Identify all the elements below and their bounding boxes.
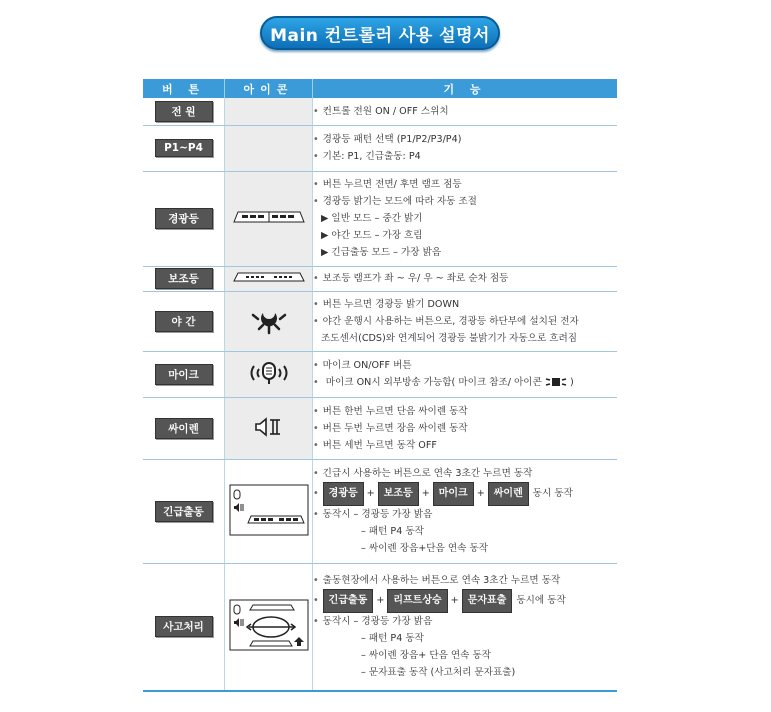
action-sub-line: – 패턴 P4 동작 [361, 526, 424, 537]
table-row [143, 397, 617, 459]
combo-tag: 싸이렌 [488, 482, 529, 506]
action-line: • 동작시 – 경광등 가장 밝음 [313, 506, 617, 523]
pattern-button: P1~P4 [155, 139, 213, 157]
siren-speaker-icon [254, 416, 284, 438]
table-row [143, 291, 617, 351]
combo-tag: 문자표출 [462, 589, 513, 613]
function-line: • 야간 운행시 사용하는 버튼으로, 경광등 하단부에 설치된 전자 [313, 313, 617, 330]
combo-suffix: 동시에 동작 [516, 595, 566, 607]
combo-suffix: 동시 동작 [532, 488, 573, 499]
mic-button: 마이크 [155, 364, 213, 385]
combo-line [313, 589, 617, 613]
function-text: 마이크 ON시 외부방송 가능함( 마이크 참조/ 아이콘 [325, 377, 542, 388]
function-line: • 출동현장에서 사용하는 버튼으로 연속 3초간 누르면 동작 [313, 572, 617, 589]
action-sub-line: – 싸이렌 장음+ 단음 연속 동작 [361, 650, 492, 662]
night-button: 야 간 [155, 311, 213, 332]
plus-sign: + [450, 595, 459, 607]
power-button: 전 원 [155, 101, 213, 122]
header-function: 기 능 [313, 79, 618, 98]
accident-panel-icon [229, 599, 309, 651]
combo-tag: 보조등 [378, 482, 419, 506]
function-line [313, 374, 617, 391]
plus-sign: + [376, 595, 385, 607]
function-line: • 기본: P1, 긴급출동: P4 [313, 148, 617, 165]
night-mode-icon [249, 305, 289, 335]
header-button: 버 튼 [143, 79, 225, 98]
emergency-panel-icon [229, 484, 309, 536]
function-text-end: ) [569, 377, 574, 388]
function-line: • 버튼 세번 누르면 동작 OFF [313, 437, 617, 454]
combo-tag: 리프트상승 [387, 589, 447, 613]
accident-button: 사고처리 [155, 616, 213, 637]
action-sub-line: – 문자표출 동작 (사고처리 문자표출) [361, 667, 516, 679]
function-line: • 컨트롤 전원 ON / OFF 스위치 [313, 103, 617, 120]
combo-line [313, 482, 617, 506]
function-line: • 버튼 누르면 경광등 밝기 DOWN [313, 296, 617, 313]
warning-light-button: 경광등 [155, 208, 213, 229]
mic-flash-icon [545, 376, 567, 388]
table-row [143, 125, 617, 171]
table-row [143, 98, 617, 125]
action-line: • 동작시 – 경광등 가장 밝음 [313, 613, 617, 630]
table-row [143, 459, 617, 563]
aux-light-button: 보조등 [155, 268, 213, 289]
function-line-continued: 조도센서(CDS)와 연계되어 경광등 불밝기가 자동으로 흐려짐 [321, 332, 578, 344]
microphone-icon [244, 360, 294, 386]
function-line: • 마이크 ON/OFF 버튼 [313, 357, 617, 374]
mode-line: ▶ 긴급출동 모드 – 가장 밝음 [321, 247, 442, 258]
function-line: • 경광등 패턴 선택 (P1/P2/P3/P4) [313, 131, 617, 148]
manual-table [143, 79, 617, 692]
plus-sign: + [476, 488, 485, 499]
combo-tag: • 경광등 [323, 482, 364, 506]
table-row [143, 266, 617, 291]
combo-tag: • 긴급출동 [323, 589, 374, 613]
action-sub-line: – 싸이렌 장음+단음 연속 동작 [361, 543, 488, 554]
siren-button: 싸이렌 [155, 418, 213, 439]
table-row [143, 351, 617, 397]
empty-icon-cell [225, 125, 313, 171]
function-line: • 버튼 누르면 전면/ 후면 램프 점등 [313, 176, 617, 193]
empty-icon-cell [225, 98, 313, 125]
page-title: Main 컨트롤러 사용 설명서 [260, 16, 500, 50]
header-icon: 아이콘 [225, 79, 313, 98]
aux-lightbar-icon [232, 271, 306, 283]
plus-sign: + [421, 488, 430, 499]
lightbar-icon [232, 210, 306, 224]
plus-sign: + [366, 488, 375, 499]
emergency-button: 긴급출동 [155, 501, 213, 522]
function-line: • 버튼 한번 누르면 단음 싸이렌 동작 [313, 403, 617, 420]
mode-line: ▶ 야간 모드 – 가장 흐림 [321, 230, 423, 241]
function-line: • 경광등 밝기는 모드에 따라 자동 조절 [313, 193, 617, 210]
function-line: • 버튼 두번 누르면 장음 싸이렌 동작 [313, 420, 617, 437]
combo-tag: 마이크 [433, 482, 474, 506]
function-line: • 보조등 램프가 좌 ~ 우/ 우 ~ 좌로 순차 점등 [313, 270, 617, 287]
header-row [143, 79, 617, 98]
table-row [143, 171, 617, 266]
mode-line: ▶ 일반 모드 – 중간 밝기 [321, 213, 423, 224]
table-row [143, 563, 617, 691]
function-line: • 긴급시 사용하는 버튼으로 연속 3초간 누르면 동작 [313, 465, 617, 482]
action-sub-line: – 패턴 P4 동작 [361, 633, 424, 645]
